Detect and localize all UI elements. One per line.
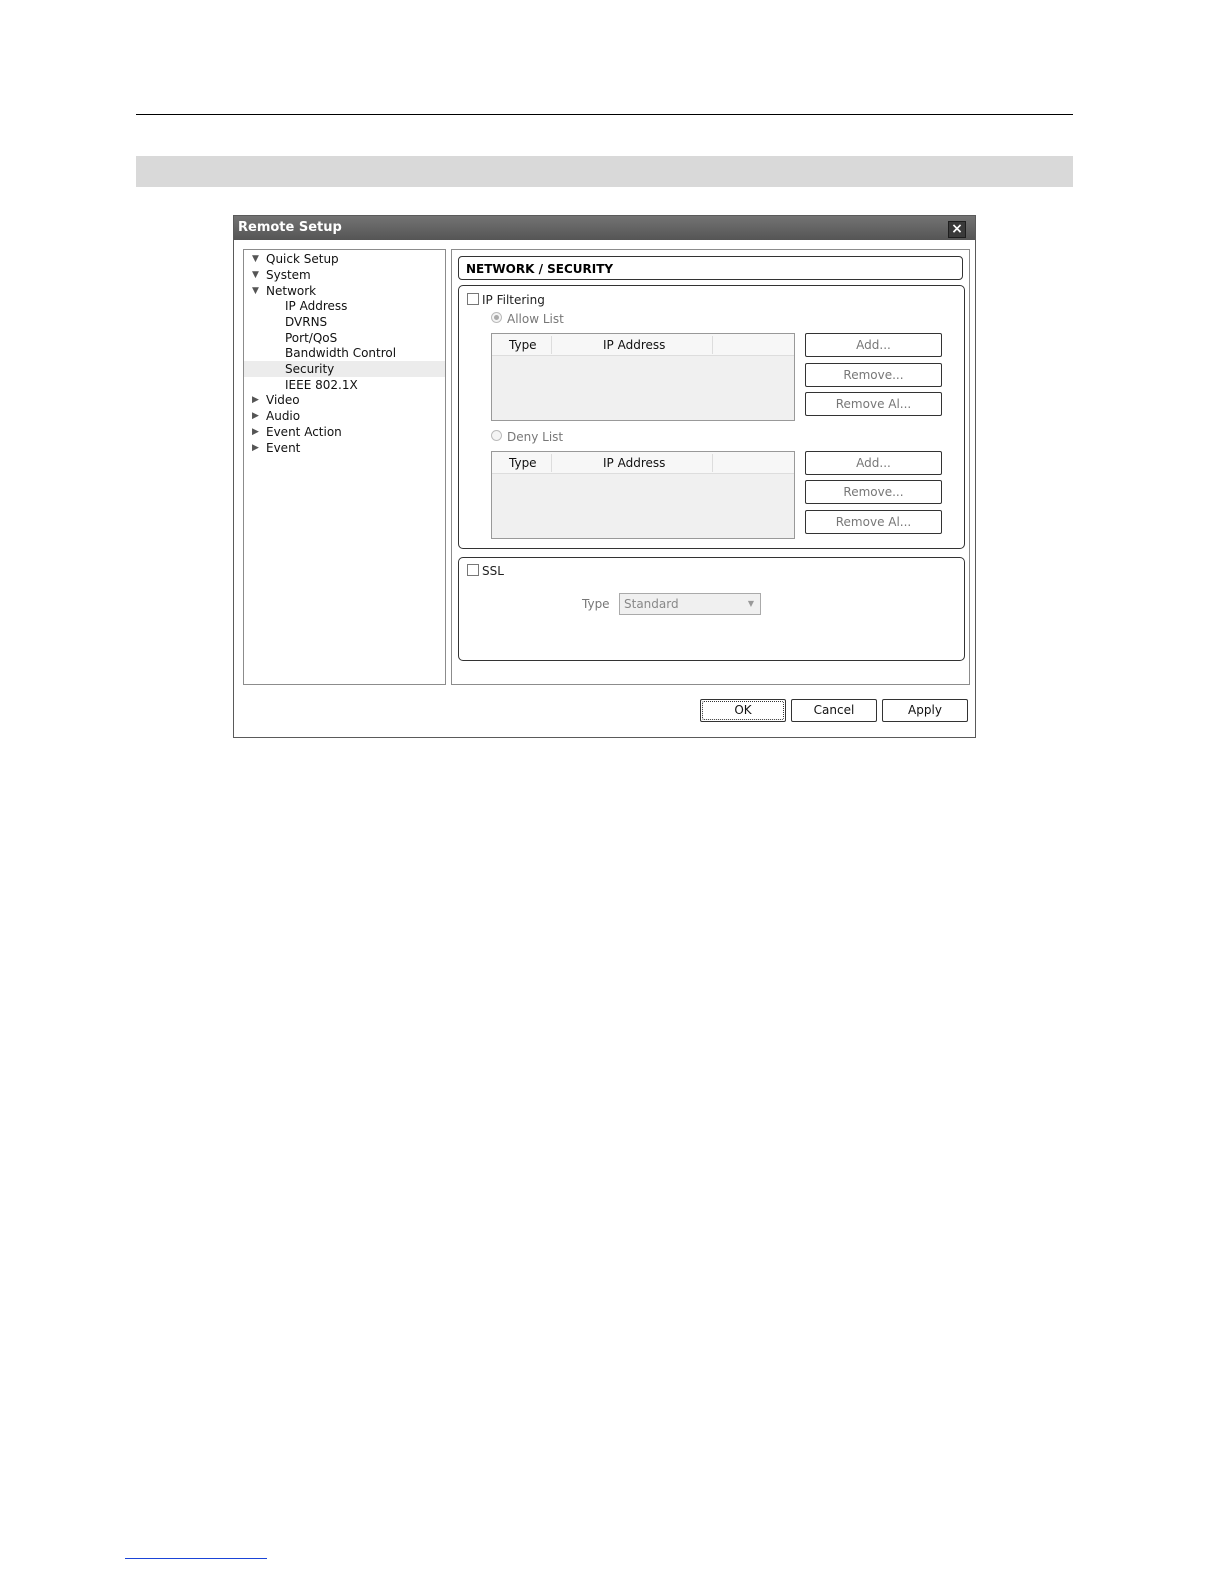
- tree-item-quick-setup[interactable]: [244, 251, 445, 267]
- ssl-type-select[interactable]: [619, 593, 761, 615]
- section-heading: [458, 256, 963, 280]
- expanded-arrow-icon: ▼: [252, 270, 259, 280]
- footer-link-underline: [125, 1558, 267, 1559]
- page-title: NETWORK / SECURITY: [466, 262, 614, 276]
- tree-item-ieee-8021x[interactable]: [244, 377, 445, 393]
- allow-remove-all-button[interactable]: Remove Al...: [805, 392, 942, 416]
- title-bar[interactable]: [234, 216, 975, 240]
- tree-label: Security: [285, 362, 335, 376]
- tree-label: Video: [266, 393, 300, 407]
- cancel-button[interactable]: Cancel: [791, 699, 877, 722]
- ip-filtering-label: IP Filtering: [482, 293, 545, 307]
- column-header-ip-address: IP Address: [603, 338, 666, 352]
- remote-setup-dialog: [233, 215, 976, 738]
- tree-item-audio[interactable]: [244, 408, 445, 424]
- tree-label: Quick Setup: [266, 252, 339, 266]
- ssl-checkbox[interactable]: [467, 564, 479, 576]
- tree-item-video[interactable]: [244, 392, 445, 408]
- tree-label: Event Action: [266, 425, 342, 439]
- tree-label: Event: [266, 441, 301, 455]
- ssl-type-label: Type: [582, 597, 610, 611]
- collapsed-arrow-icon: ▶: [252, 411, 259, 421]
- allow-add-button[interactable]: Add...: [805, 333, 942, 357]
- ssl-type-value: Standard: [624, 597, 679, 611]
- table-header: [492, 334, 794, 356]
- deny-list-table[interactable]: [491, 451, 795, 539]
- column-header-type: Type: [509, 456, 537, 470]
- tree-label: System: [266, 268, 311, 282]
- deny-list-radio[interactable]: [491, 430, 502, 441]
- column-header-type: Type: [509, 338, 537, 352]
- content-panel: [451, 249, 970, 685]
- ssl-group: [458, 557, 965, 661]
- allow-list-radio[interactable]: [491, 312, 502, 323]
- tree-label: IP Address: [285, 299, 348, 313]
- tree-item-system[interactable]: [244, 267, 445, 283]
- ok-button[interactable]: [700, 699, 786, 722]
- table-header: [492, 452, 794, 474]
- tree-label: IEEE 802.1X: [285, 378, 358, 392]
- tree-label: Port/QoS: [285, 331, 338, 345]
- column-divider: [712, 454, 713, 472]
- ip-filtering-group: [458, 285, 965, 549]
- ip-filtering-checkbox[interactable]: [467, 293, 479, 305]
- deny-remove-button[interactable]: Remove...: [805, 480, 942, 504]
- close-icon[interactable]: ×: [948, 221, 966, 238]
- tree-label: Bandwidth Control: [285, 346, 397, 360]
- column-divider: [551, 454, 552, 472]
- expanded-arrow-icon: ▼: [252, 254, 259, 264]
- column-divider: [712, 336, 713, 354]
- column-divider: [551, 336, 552, 354]
- tree-item-event[interactable]: [244, 440, 445, 456]
- tree-label: DVRNS: [285, 315, 328, 329]
- page-top-rule: [136, 114, 1073, 115]
- ssl-label: SSL: [482, 564, 504, 578]
- allow-list-label: Allow List: [507, 312, 564, 326]
- collapsed-arrow-icon: ▶: [252, 443, 259, 453]
- settings-tree: [243, 249, 446, 685]
- collapsed-arrow-icon: ▶: [252, 427, 259, 437]
- tree-label: Audio: [266, 409, 301, 423]
- ok-button-label: OK: [702, 701, 784, 720]
- tree-item-port-qos[interactable]: [244, 330, 445, 346]
- expanded-arrow-icon: ▼: [252, 286, 259, 296]
- collapsed-arrow-icon: ▶: [252, 395, 259, 405]
- tree-item-event-action[interactable]: [244, 424, 445, 440]
- apply-button[interactable]: Apply: [882, 699, 968, 722]
- dialog-title: Remote Setup: [238, 220, 342, 235]
- column-header-ip-address: IP Address: [603, 456, 666, 470]
- deny-list-label: Deny List: [507, 430, 564, 444]
- allow-remove-button[interactable]: Remove...: [805, 363, 942, 387]
- chevron-down-icon: ▼: [747, 599, 754, 608]
- tree-label: Network: [266, 284, 317, 298]
- tree-item-network[interactable]: [244, 283, 445, 299]
- tree-item-security[interactable]: [244, 361, 445, 377]
- section-heading-band: [136, 156, 1073, 187]
- tree-item-dvrns[interactable]: [244, 314, 445, 330]
- deny-remove-all-button[interactable]: Remove Al...: [805, 510, 942, 534]
- tree-item-bandwidth-control[interactable]: [244, 345, 445, 361]
- allow-list-table[interactable]: [491, 333, 795, 421]
- deny-add-button[interactable]: Add...: [805, 451, 942, 475]
- tree-item-ip-address[interactable]: [244, 298, 445, 314]
